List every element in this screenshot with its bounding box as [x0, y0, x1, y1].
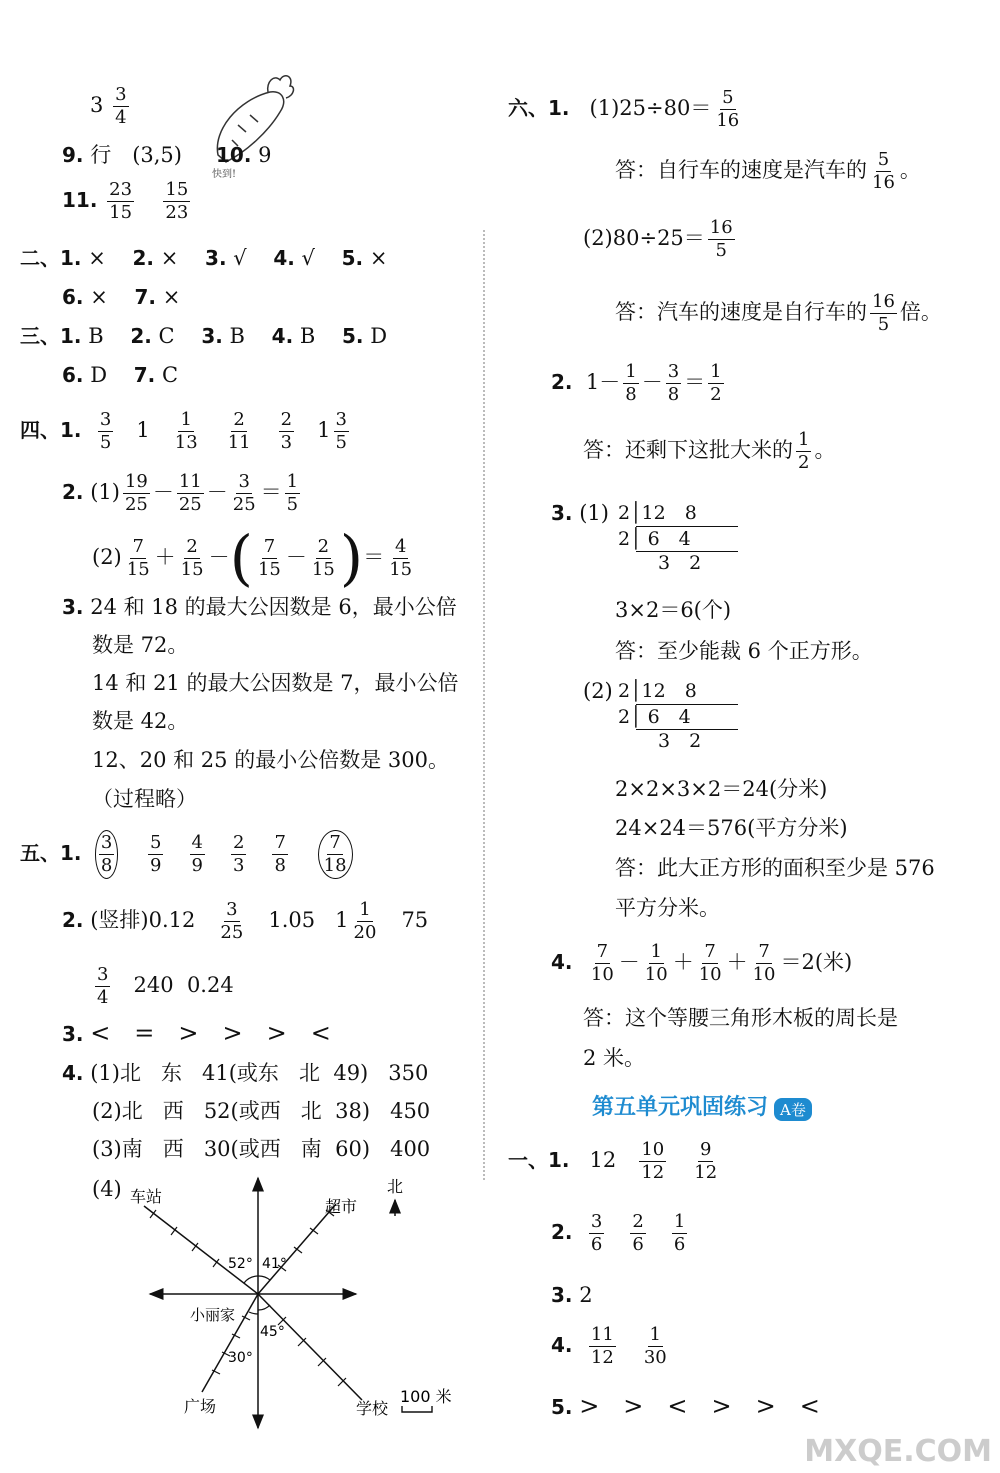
q11: 11. $\frac{23}{15}$ $\frac{15}{23}$: [62, 179, 189, 223]
doodle-text: 快到!: [212, 169, 237, 180]
section-4-q3-l6: （过程略）: [92, 787, 197, 811]
label-station: 车站: [130, 1187, 163, 1206]
s6-q2-answer: 答：还剩下这批大米的 $\frac{1}{2}$ 。: [583, 429, 836, 473]
q9: 9. 行 (3,5): [62, 143, 182, 167]
label-scale: 100 米: [400, 1387, 452, 1406]
s6-q3a-calc: 3×2＝6(个): [615, 598, 732, 622]
s6-q3b-tag: (2): [583, 679, 613, 703]
section-5-q3: 3. < = > > > <: [62, 1019, 331, 1047]
s6-q1a-answer: 答：自行车的速度是汽车的 $\frac{5}{16}$ 。: [615, 149, 921, 193]
angle-45: 45°: [260, 1324, 285, 1340]
section-4-q3-l4: 数是 42。: [92, 709, 189, 733]
section-4-q3-l3: 14 和 21 的最大公因数是 7，最小公倍: [92, 671, 459, 695]
s6-q1b: (2)80÷25＝ $\frac{16}{5}$: [583, 217, 733, 261]
direction-map: [110, 1170, 470, 1440]
section-5-q2-l2: $\frac{3}{4}$ 240 0.24: [97, 964, 234, 1008]
section-4-q1: 四、1. $\frac{3}{5}$ 1 $\frac{1}{13}$ $\frac{2}{11}$ $\frac{2}{3}$ 1 $\frac{3}{5}$: [20, 409, 347, 453]
line-3-3-4: 3 $\frac{3}{4}$: [90, 84, 127, 128]
s6-q4-answer1: 答：这个等腰三角形木板的周长是: [583, 1006, 898, 1030]
s6-q3b-answer1: 答：此大正方形的面积至少是 576: [615, 856, 935, 880]
label-home: 小丽家: [190, 1306, 236, 1324]
angle-41: 41°: [262, 1256, 287, 1272]
section-5-q4-row3: (3)南 西 30(或西 南 60) 400: [92, 1137, 431, 1161]
ray-school: [258, 1294, 362, 1400]
circled-fraction: $\frac{7}{18}$: [318, 830, 353, 879]
unit-title: 第五单元巩固练习: [592, 1095, 769, 1120]
angle-30: 30°: [228, 1350, 253, 1366]
unit-badge: A卷: [774, 1098, 812, 1121]
section-4-q3-l2: 数是 72。: [92, 633, 189, 657]
s6-q2: 2. 1－ $\frac{1}{8}$ － $\frac{3}{8}$ ＝ $\frac{1}{2}$: [551, 361, 722, 405]
unit-header: [592, 1090, 812, 1121]
s6-q3: 3. (1): [551, 501, 609, 525]
section-2-row2: 6. × 7. ×: [62, 285, 181, 309]
s6-q3b-calc2: 24×24＝576(平方分米): [615, 816, 848, 840]
s6-q1b-answer: 答：汽车的速度是自行车的 $\frac{16}{5}$ 倍。: [615, 291, 942, 335]
r-s1-q5: 5. > > < > > <: [551, 1392, 820, 1420]
label-market: 超市: [325, 1197, 358, 1216]
s6-q3b-answer2: 平方分米。: [615, 896, 720, 920]
s6-q4: 4. $\frac{7}{10}$ － $\frac{1}{10}$ ＋ $\frac{7}{10}$ ＋ $\frac{7}{10}$ ＝2(米): [551, 941, 853, 985]
s6-q4-answer2: 2 米。: [583, 1046, 646, 1070]
section-5-q2-l1: 2. (竖排)0.12 $\frac{3}{25}$ 1.05 1 $\frac{1}{20}$ 75: [62, 899, 429, 943]
section-2-row1: 二、1. × 2. × 3. √ 4. √ 5. ×: [20, 246, 388, 270]
r-s1-q1: 一、1. 12 $\frac{10}{12}$ $\frac{9}{12}$: [508, 1139, 718, 1183]
r-s1-q4: 4. $\frac{11}{12}$ $\frac{1}{30}$: [551, 1324, 667, 1368]
s6-q1a: 六、1. (1)25÷80＝ $\frac{5}{16}$: [508, 87, 740, 131]
r-s1-q2: 2. $\frac{3}{6}$ $\frac{2}{6}$ $\frac{1}{6}$: [551, 1211, 686, 1255]
circled-fraction: $\frac{3}{8}$: [95, 830, 118, 879]
label-square: 广场: [184, 1397, 217, 1416]
q10: 10. 9: [216, 143, 272, 167]
ray-station: [144, 1206, 258, 1294]
scale-bar: [402, 1406, 432, 1412]
watermark: MXQE.COM: [804, 1434, 992, 1469]
section-4-q3-l5: 12、20 和 25 的最小公倍数是 300。: [92, 748, 449, 772]
label-school: 学校: [356, 1399, 389, 1418]
ladder-division-1: 2│12 8 2│ 6 4 3 2: [618, 500, 738, 580]
section-5-q4-row2: (2)北 西 52(或西 北 38) 450: [92, 1099, 431, 1123]
section-5-q1: 五、1. $\frac{3}{8}$ $\frac{5}{9}$ $\frac{4}{9}$ $\frac{2}{3}$ $\frac{7}{8}$ $\frac{7}{18}$: [20, 830, 353, 879]
section-4-q2a: 2. (1) $\frac{19}{25}$ － $\frac{11}{25}$ － $\frac{3}{25}$ ＝ $\frac{1}{5}$: [62, 471, 299, 515]
r-s1-q3: 3. 2: [551, 1283, 593, 1307]
s6-q3b-calc1: 2×2×3×2＝24(分米): [615, 777, 828, 801]
section-3-row1: 三、1. B 2. C 3. B 4. B 5. D: [20, 324, 388, 348]
s6-q3a-answer: 答：至少能裁 6 个正方形。: [615, 639, 873, 663]
section-5-q4-row1: 4. (1)北 东 41(或东 北 49) 350: [62, 1061, 429, 1085]
section-5-q4-tag4: (4): [92, 1177, 122, 1201]
section-4-q2b: (2) $\frac{7}{15}$ ＋ $\frac{2}{15}$ －( $\frac{7}{15}$ － $\frac{2}{15}$ )＝ $\frac{4}{15}$: [92, 523, 413, 594]
section-4-q3-l1: 3. 24 和 18 的最大公因数是 6，最小公倍: [62, 595, 457, 619]
ladder-division-2: 2│12 8 2│ 6 4 3 2: [618, 678, 738, 758]
label-north: 北: [387, 1177, 404, 1196]
section-3-row2: 6. D 7. C: [62, 363, 179, 387]
angle-52: 52°: [228, 1256, 253, 1272]
column-divider: [483, 230, 485, 1180]
